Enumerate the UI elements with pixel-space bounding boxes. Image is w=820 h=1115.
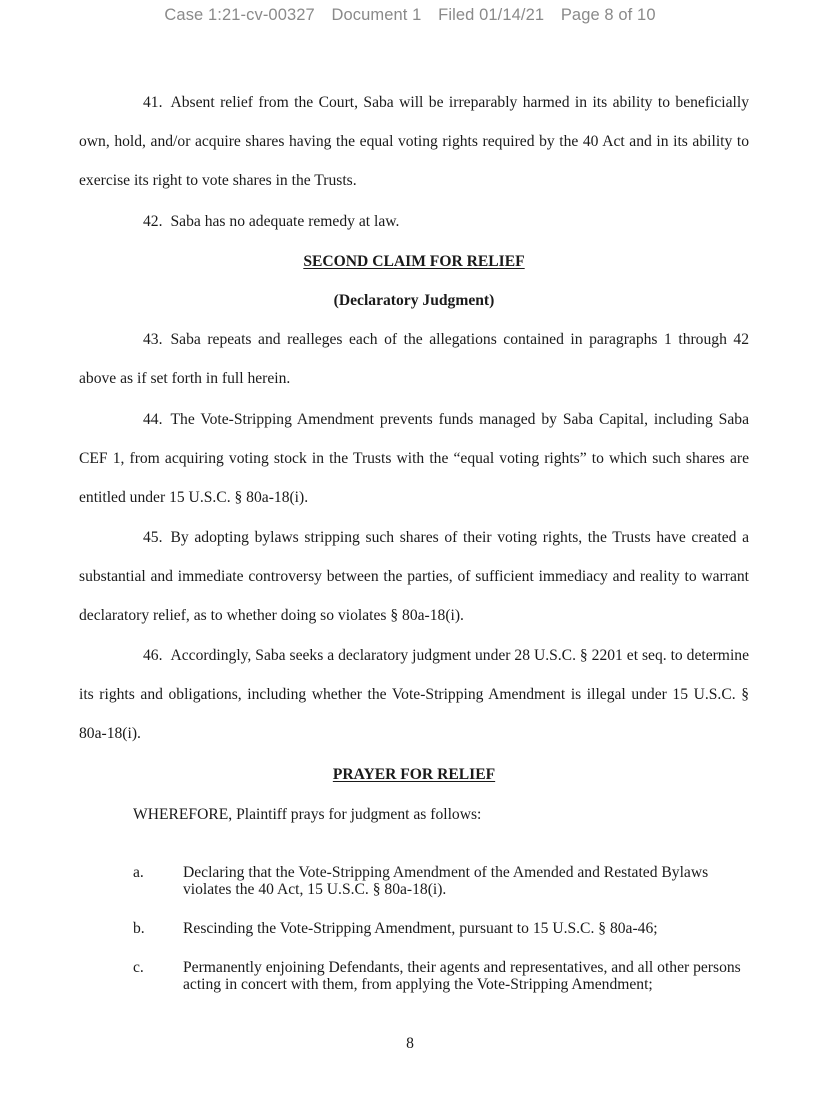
paragraph-text: Saba repeats and realleges each of the allegations contained in paragraphs 1 through 42 above as if set forth in full herein. bbox=[79, 331, 749, 388]
paragraph-43 bbox=[79, 320, 749, 398]
paragraph-41 bbox=[79, 83, 749, 201]
paragraph-text: By adopting bylaws stripping such shares of their voting rights, the Trusts have created a substantial and immediate controversy between the parties, of sufficient immediacy and reality to warrant declaratory relief, as to whether doing so violates § 80a-18(i). bbox=[79, 529, 749, 625]
paragraph-number: 44. bbox=[143, 411, 163, 428]
filed-date: Filed 01/14/21 bbox=[438, 6, 545, 24]
filing-header bbox=[0, 6, 820, 25]
paragraph-46 bbox=[79, 636, 749, 754]
item-letter: c. bbox=[133, 959, 144, 976]
item-text: Rescinding the Vote-Stripping Amendment, pursuant to 15 U.S.C. § 80a-46; bbox=[183, 920, 658, 937]
paragraph-number: 41. bbox=[143, 94, 163, 111]
paragraph-45 bbox=[79, 518, 749, 636]
prayer-for-relief-heading: PRAYER FOR RELIEF bbox=[332, 766, 496, 783]
paragraph-text: The Vote-Stripping Amendment prevents funds managed by Saba Capital, including Saba CEF 1, from acquiring voting stock in the Trusts with the “equal voting rights” to which such shares are entitled under 15 U.S.C. § 80a-18(i). bbox=[79, 411, 749, 507]
page-number: 8 bbox=[406, 1035, 414, 1052]
case-number: Case 1:21-cv-00327 bbox=[164, 6, 315, 24]
paragraph-text: Accordingly, Saba seeks a declaratory judgment under 28 U.S.C. § 2201 et seq. to determine its rights and obligations, including whether the Vote-Stripping Amendment is illegal under 15 U.S.C. § 80a-18(i). bbox=[79, 647, 749, 743]
wherefore-clause: WHEREFORE, Plaintiff prays for judgment as follows: bbox=[133, 806, 482, 823]
page-indicator: Page 8 of 10 bbox=[560, 6, 656, 24]
paragraph-text: Saba has no adequate remedy at law. bbox=[170, 213, 400, 230]
paragraph-number: 45. bbox=[143, 529, 163, 546]
paragraph-number: 46. bbox=[143, 647, 163, 664]
item-letter: a. bbox=[133, 864, 144, 881]
second-claim-heading: SECOND CLAIM FOR RELIEF bbox=[303, 253, 525, 270]
paragraph-42 bbox=[79, 202, 749, 241]
paragraph-44 bbox=[79, 400, 749, 518]
item-text: Permanently enjoining Defendants, their agents and representatives, and all other persons acting in concert with them, from applying the Vote-Stripping Amendment; bbox=[183, 959, 741, 993]
item-letter: b. bbox=[133, 920, 145, 937]
declaratory-judgment-subheading: (Declaratory Judgment) bbox=[333, 292, 495, 309]
paragraph-number: 42. bbox=[143, 213, 163, 230]
paragraph-number: 43. bbox=[143, 331, 163, 348]
paragraph-text: Absent relief from the Court, Saba will be irreparably harmed in its ability to beneficially own, hold, and/or acquire shares having the equal voting rights required by the 40 Act and in its ability to exercise its right to vote shares in the Trusts. bbox=[79, 94, 749, 190]
document-number: Document 1 bbox=[331, 6, 422, 24]
item-text: Declaring that the Vote-Stripping Amendment of the Amended and Restated Bylaws violates the 40 Act, 15 U.S.C. § 80a-18(i). bbox=[183, 864, 709, 898]
